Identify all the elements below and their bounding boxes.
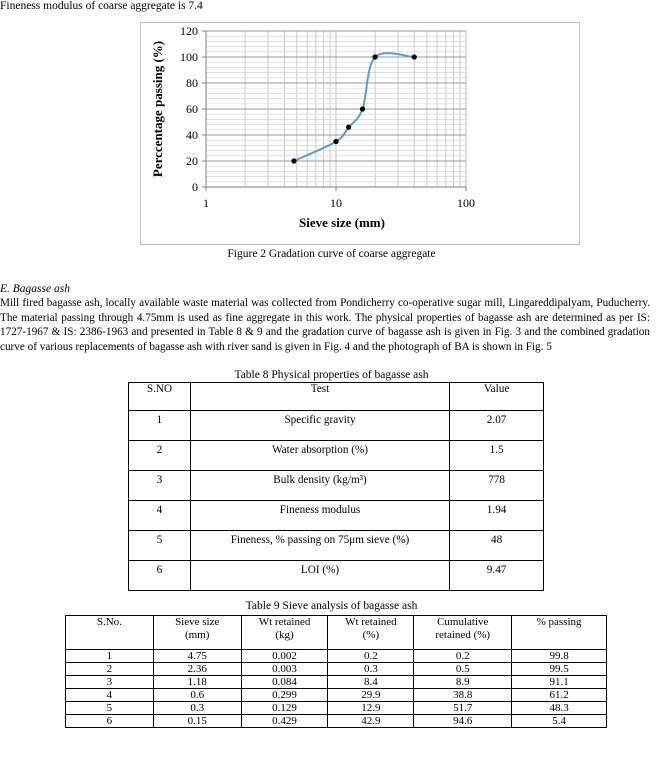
- table-9-cell: 4.75: [153, 650, 241, 663]
- header-line: Cumulative: [437, 616, 489, 628]
- table-8-header-test: Test: [190, 383, 449, 411]
- section-paragraph: Mill fired bagasse ash, locally available waste material was collected from Pondicherry co-operative sugar mill, Lingareddipalyam, Puducherry. The material passing through 4.75mm is used as fine aggregate in this work. The physical properties of bagasse ash are determined as per IS: 1727-1967 & IS: 2386-1963 and presented in Table 8 & 9 and the gradation curve of bagasse ash is given in Fig. 3 and the combined gradation curve of various replacements of bagasse ash with river sand is given in Fig. 4 and the photograph of BA is shown in Fig. 5: [0, 297, 650, 353]
- table-9-cell: 0.002: [241, 650, 328, 663]
- table-9-header-wt-kg: [241, 616, 328, 650]
- table-9-cell: 61.2: [512, 689, 607, 702]
- table-9-cell: 99.5: [512, 663, 607, 676]
- table-9-cell: 5: [66, 702, 154, 715]
- table-9-cell: 0.2: [328, 650, 414, 663]
- table-8-cell: Bulk density (kg/m³): [190, 471, 449, 501]
- table-row: [129, 411, 544, 441]
- table-9-header-cumulative: [414, 616, 512, 650]
- table-8-cell: 2.07: [450, 411, 544, 441]
- table-8-cell: 4: [129, 501, 191, 531]
- table-8-cell: 778: [450, 471, 544, 501]
- table-row: [66, 663, 607, 676]
- data-point-marker: [291, 158, 296, 163]
- table-row: [129, 531, 544, 561]
- y-tick-label: 120: [180, 24, 198, 38]
- header-line: (kg): [275, 629, 294, 641]
- x-tick-label: 100: [457, 196, 475, 210]
- table-9-cell: 0.003: [241, 663, 328, 676]
- section-heading: E. Bagasse ash: [0, 283, 70, 295]
- table-row: [66, 676, 607, 689]
- table-row: [66, 689, 607, 702]
- table-9-cell: 5.4: [512, 715, 607, 728]
- table-9-header-sieve-size: [153, 616, 241, 650]
- table-8-cell: 9.47: [450, 561, 544, 591]
- table-9-header-row: [66, 616, 607, 650]
- table-row: [129, 441, 544, 471]
- table-9-cell: 1: [66, 650, 154, 663]
- table-9-header-sno: [66, 616, 154, 650]
- table-row: [66, 650, 607, 663]
- table-8-cell: 1.94: [450, 501, 544, 531]
- table-8-cell: 3: [129, 471, 191, 501]
- data-point-marker: [412, 54, 417, 59]
- table-9-cell: 0.129: [241, 702, 328, 715]
- fineness-modulus-note: Fineness modulus of coarse aggregate is 7.4: [0, 0, 203, 12]
- header-line: Wt retained: [258, 616, 311, 628]
- table-9-cell: 3: [66, 676, 154, 689]
- header-line: retained (%): [435, 629, 491, 641]
- table-8-cell: Fineness modulus: [190, 501, 449, 531]
- table-9-cell: 4: [66, 689, 154, 702]
- data-point-marker: [333, 139, 338, 144]
- table-9-cell: 42.9: [328, 715, 414, 728]
- header-line: % passing: [536, 616, 582, 628]
- table-9-cell: 0.084: [241, 676, 328, 689]
- table-9-cell: 0.6: [153, 689, 241, 702]
- table-row: [66, 715, 607, 728]
- table-row: [129, 501, 544, 531]
- y-tick-label: 100: [180, 50, 198, 64]
- table-9-cell: 2.36: [153, 663, 241, 676]
- table-9-cell: 51.7: [414, 702, 512, 715]
- y-tick-label: 60: [186, 102, 198, 116]
- figure-2-caption: Figure 2 Gradation curve of coarse aggregate: [227, 248, 436, 260]
- table-8-header-value: Value: [450, 383, 544, 411]
- header-line: (%): [362, 629, 380, 641]
- table-8-header-sno: S.NO: [129, 383, 191, 411]
- table-8-cell: 2: [129, 441, 191, 471]
- table-9-cell: 2: [66, 663, 154, 676]
- table-9-cell: 38.8: [414, 689, 512, 702]
- table-9: [65, 615, 607, 728]
- gradation-chart-svg: [141, 23, 579, 244]
- table-8-cell: 48: [450, 531, 544, 561]
- y-tick-label: 0: [192, 180, 198, 194]
- table-8-cell: 1.5: [450, 441, 544, 471]
- table-8-cell: 6: [129, 561, 191, 591]
- x-tick-label: 10: [330, 196, 342, 210]
- y-tick-label: 20: [186, 154, 198, 168]
- table-9-cell: 6: [66, 715, 154, 728]
- table-row: [129, 471, 544, 501]
- table-8-cell: Specific gravity: [190, 411, 449, 441]
- y-tick-label: 80: [186, 76, 198, 90]
- header-line: Wt retained: [345, 616, 397, 628]
- table-9-cell: 0.299: [241, 689, 328, 702]
- x-tick-label: 1: [203, 196, 209, 210]
- table-8: [128, 382, 544, 591]
- table-9-cell: 48.3: [512, 702, 607, 715]
- table-9-cell: 1.18: [153, 676, 241, 689]
- table-9-cell: 12.9: [328, 702, 414, 715]
- table-row: [129, 561, 544, 591]
- table-9-cell: 8.9: [414, 676, 512, 689]
- table-8-header-row: [129, 383, 544, 411]
- table-9-cell: 0.5: [414, 663, 512, 676]
- table-9-header-wt-pct: [328, 616, 414, 650]
- table-9-cell: 94.6: [414, 715, 512, 728]
- table-9-cell: 8.4: [328, 676, 414, 689]
- table-9-cell: 91.1: [512, 676, 607, 689]
- header-line: Sieve size: [175, 616, 220, 628]
- data-point-marker: [360, 106, 365, 111]
- header-line: (mm): [184, 629, 210, 641]
- table-9-caption: Table 9 Sieve analysis of bagasse ash: [245, 600, 418, 612]
- table-8-cell: Water absorption (%): [190, 441, 449, 471]
- table-9-header-passing: [512, 616, 607, 650]
- data-point-marker: [373, 54, 378, 59]
- table-9-cell: 0.3: [153, 702, 241, 715]
- header-line: S.No.: [96, 616, 122, 628]
- table-row: [66, 702, 607, 715]
- table-9-cell: 99.8: [512, 650, 607, 663]
- table-9-cell: 0.15: [153, 715, 241, 728]
- table-8-cell: Fineness, % passing on 75μm sieve (%): [190, 531, 449, 561]
- table-8-caption: Table 8 Physical properties of bagasse ash: [234, 369, 429, 381]
- table-8-cell: 1: [129, 411, 191, 441]
- table-9-cell: 0.2: [414, 650, 512, 663]
- x-axis-title: Sieve size (mm): [299, 215, 385, 230]
- table-9-cell: 0.429: [241, 715, 328, 728]
- y-axis-title: Perccentage passing (%): [150, 40, 165, 178]
- table-9-cell: 0.3: [328, 663, 414, 676]
- gradation-chart: [140, 22, 580, 245]
- y-tick-label: 40: [186, 128, 198, 142]
- data-point-marker: [346, 125, 351, 130]
- table-9-cell: 29.9: [328, 689, 414, 702]
- table-8-cell: 5: [129, 531, 191, 561]
- table-8-cell: LOI (%): [190, 561, 449, 591]
